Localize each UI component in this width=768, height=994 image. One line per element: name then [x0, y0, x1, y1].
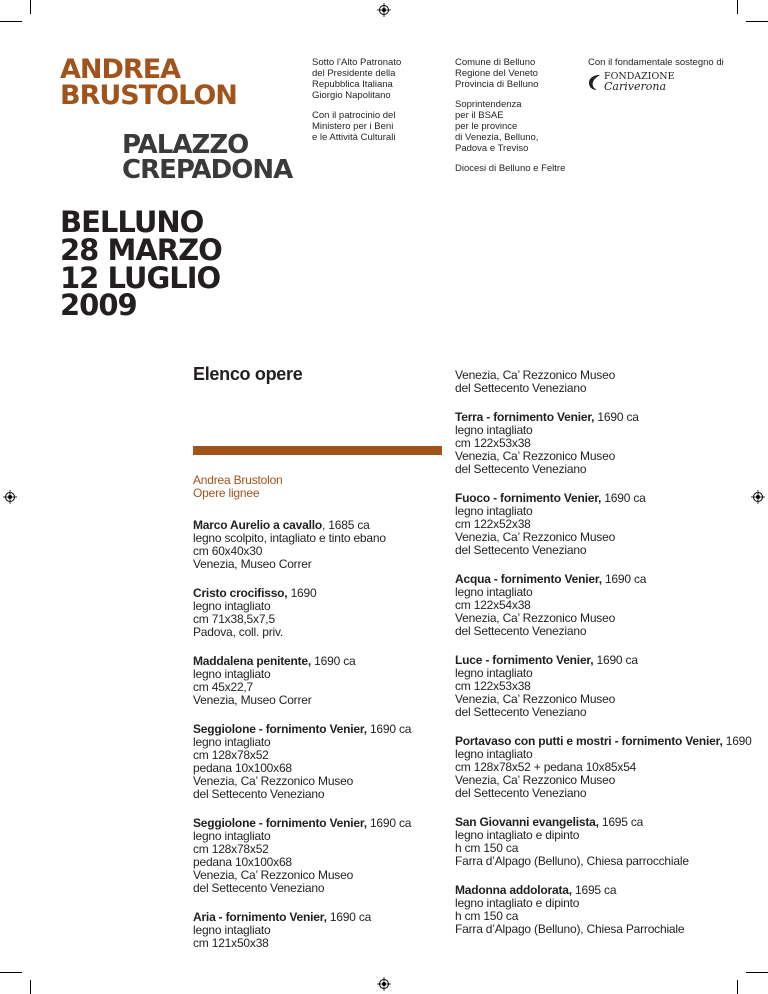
work-title: Portavaso con putti e mostri - fornimento Venier, [455, 734, 723, 748]
work-title: Seggiolone - fornimento Venier, [193, 816, 367, 830]
work-title: Aria - fornimento Venier, [193, 910, 327, 924]
brand-line: BRUSTOLON [60, 80, 237, 112]
patronage-line: per le province [455, 121, 518, 132]
crop-mark [30, 980, 31, 994]
work-title: Maddalena penitente, [193, 654, 312, 668]
work-detail: cm 45x22,7 [193, 680, 254, 694]
patronage-block [312, 57, 432, 101]
work-detail: Venezia, Ca’ Rezzonico Museo [455, 449, 616, 463]
work-detail: legno intagliato [193, 829, 271, 843]
patronage-line: Ministero per i Beni [312, 121, 394, 132]
work-entry [455, 411, 755, 476]
crop-mark [0, 972, 22, 973]
work-date: 1690 ca [366, 816, 412, 830]
patronage-line: Sotto l’Alto Patronato [312, 57, 402, 68]
work-entry [193, 519, 443, 571]
registration-mark-icon [377, 977, 391, 991]
works-right-column [455, 369, 755, 952]
work-detail: cm 60x40x30 [193, 544, 263, 558]
work-detail: del Settecento Veneziano [455, 543, 587, 557]
patronage-line: Padova e Treviso [455, 143, 529, 154]
work-date: 1690 [287, 586, 317, 600]
work-detail: legno scolpito, intagliato e tinto ebano [193, 531, 386, 545]
venue-line: PALAZZO [122, 130, 249, 160]
work-date: 1690 ca [593, 653, 638, 667]
work-entry [455, 735, 755, 800]
work-date: 1695 ca [598, 815, 644, 829]
work-detail: legno intagliato [193, 599, 271, 613]
crop-mark [737, 0, 738, 14]
work-title: Madonna addolorata, [455, 883, 572, 897]
work-entry [455, 816, 755, 868]
fondazione-mark-icon [588, 74, 601, 91]
work-detail: h cm 150 ca [455, 909, 519, 923]
work-detail: cm 128x78x52 + pedana 10x85x54 [455, 760, 637, 774]
work-detail: Padova, coll. priv. [193, 625, 284, 639]
event-line: 28 MARZO [60, 232, 222, 267]
section-line: Andrea Brustolon [193, 473, 283, 487]
section-heading [193, 474, 443, 500]
work-detail: legno intagliato e dipinto [455, 896, 580, 910]
work-detail: Venezia, Museo Correr [193, 557, 312, 571]
crop-mark [737, 980, 738, 994]
patronage-line: Soprintendenza [455, 99, 522, 110]
fondazione-line: FONDAZIONE [604, 71, 675, 82]
work-detail: pedana 10x100x68 [193, 761, 292, 775]
work-date: 1690 ca [366, 722, 412, 736]
work-detail: del Settecento Veneziano [193, 787, 325, 801]
work-detail: Venezia, Ca’ Rezzonico Museo [455, 368, 616, 382]
patronage-line: Regione del Veneto [455, 68, 538, 79]
work-detail: legno intagliato [455, 747, 533, 761]
work-title: Acqua - fornimento Venier, [455, 572, 602, 586]
patronage-line: e le Attività Culturali [312, 132, 396, 143]
continuation-entry [455, 369, 755, 395]
work-date: 1695 ca [571, 883, 617, 897]
work-detail: Venezia, Ca’ Rezzonico Museo [455, 611, 616, 625]
work-detail: cm 121x50x38 [193, 936, 269, 950]
work-detail: legno intagliato [455, 585, 533, 599]
event-line: 2009 [60, 288, 137, 323]
work-entry [193, 587, 443, 639]
patronage-line: Con il patrocinio del [312, 110, 396, 121]
work-detail: del Settecento Veneziano [455, 786, 587, 800]
sponsor-label: Con il fondamentale sostegno di [588, 57, 724, 68]
work-date: , 1685 ca [322, 518, 370, 532]
registration-mark-icon [3, 490, 17, 504]
patronage-line: Diocesi di Belluno e Feltre [455, 163, 566, 174]
patronage-column-2 [455, 57, 580, 174]
work-entry [193, 655, 443, 707]
work-entry [193, 817, 443, 895]
fondazione-text [604, 72, 675, 92]
work-detail: del Settecento Veneziano [455, 705, 587, 719]
section-line: Opere lignee [193, 486, 260, 500]
work-title: Marco Aurelio a cavallo [193, 518, 323, 532]
work-detail: del Settecento Veneziano [455, 381, 587, 395]
accent-bar [193, 446, 442, 455]
work-date: 1690 ca [326, 910, 372, 924]
work-detail: cm 128x78x52 [193, 842, 269, 856]
work-title: Cristo crocifisso, [193, 586, 288, 600]
page-title: Elenco opere [193, 364, 303, 384]
works-left-column [193, 474, 443, 966]
work-detail: legno intagliato [455, 504, 533, 518]
crop-mark [746, 21, 768, 22]
work-detail: legno intagliato [455, 666, 533, 680]
work-entry [455, 492, 755, 557]
patronage-line: Comune di Belluno [455, 57, 536, 68]
work-detail: legno intagliato e dipinto [455, 828, 580, 842]
work-date: 1690 ca [601, 491, 646, 505]
work-detail: Venezia, Ca’ Rezzonico Museo [455, 692, 616, 706]
work-detail: Farra d’Alpago (Belluno), Chiesa Parrochiale [455, 922, 685, 936]
work-entry [455, 884, 755, 936]
brand-line: ANDREA [60, 54, 181, 85]
patronage-block [312, 110, 432, 143]
work-date: 1690 [722, 734, 752, 748]
work-entry [193, 911, 443, 950]
work-title: Terra - fornimento Venier, [455, 410, 595, 424]
work-detail: legno intagliato [455, 423, 533, 437]
work-detail: cm 128x78x52 [193, 748, 269, 762]
venue-line: CREPADONA [122, 155, 293, 186]
work-detail: Venezia, Ca’ Rezzonico Museo [455, 773, 616, 787]
work-detail: legno intagliato [193, 667, 271, 681]
work-date: 1690 ca [594, 410, 639, 424]
work-entry [193, 723, 443, 801]
brand-logo [60, 54, 237, 112]
event-line: BELLUNO [60, 205, 204, 239]
work-detail: del Settecento Veneziano [455, 462, 587, 476]
patronage-line: per il BSAE [455, 110, 504, 121]
patronage-line: Repubblica Italiana [312, 79, 393, 90]
work-detail: Venezia, Ca’ Rezzonico Museo [455, 530, 616, 544]
work-detail: Venezia, Ca’ Rezzonico Museo [193, 868, 354, 882]
work-detail: pedana 10x100x68 [193, 855, 292, 869]
work-title: San Giovanni evangelista, [455, 815, 599, 829]
crop-mark [30, 0, 31, 14]
work-detail: cm 122x54x38 [455, 598, 531, 612]
work-entry [455, 573, 755, 638]
work-date: 1690 ca [311, 654, 356, 668]
patronage-block [455, 99, 580, 154]
patronage-column-1 [312, 57, 432, 143]
fondazione-line: Cariverona [604, 80, 666, 93]
work-detail: del Settecento Veneziano [193, 881, 325, 895]
patronage-line: di Venezia, Belluno, [455, 132, 539, 143]
work-detail: Venezia, Museo Correr [193, 693, 312, 707]
work-date: 1690 ca [601, 572, 647, 586]
work-detail: cm 122x52x38 [455, 517, 531, 531]
event-line: 12 LUGLIO [60, 260, 221, 295]
work-detail: legno intagliato [193, 923, 271, 937]
work-title: Luce - fornimento Venier, [455, 653, 594, 667]
patronage-block [455, 163, 580, 174]
work-detail: Farra d’Alpago (Belluno), Chiesa parrocchiale [455, 854, 689, 868]
fondazione-logo [588, 72, 675, 92]
work-detail: del Settecento Veneziano [455, 624, 587, 638]
event-dates [60, 205, 222, 323]
work-detail: cm 122x53x38 [455, 436, 531, 450]
crop-mark [746, 972, 768, 973]
work-title: Seggiolone - fornimento Venier, [193, 722, 367, 736]
work-detail: legno intagliato [193, 735, 271, 749]
patronage-line: del Presidente della [312, 68, 396, 79]
work-detail: Venezia, Ca’ Rezzonico Museo [193, 774, 354, 788]
work-detail: h cm 150 ca [455, 841, 519, 855]
work-title: Fuoco - fornimento Venier, [455, 491, 602, 505]
registration-mark-icon [377, 3, 391, 17]
venue-logo [122, 130, 293, 186]
work-detail: cm 122x53x38 [455, 679, 531, 693]
patronage-line: Giorgio Napolitano [312, 90, 391, 101]
work-detail: cm 71x38,5x7,5 [193, 612, 275, 626]
crop-mark [0, 21, 22, 22]
patronage-line: Provincia di Belluno [455, 79, 539, 90]
work-entry [455, 654, 755, 719]
patronage-block [455, 57, 580, 90]
